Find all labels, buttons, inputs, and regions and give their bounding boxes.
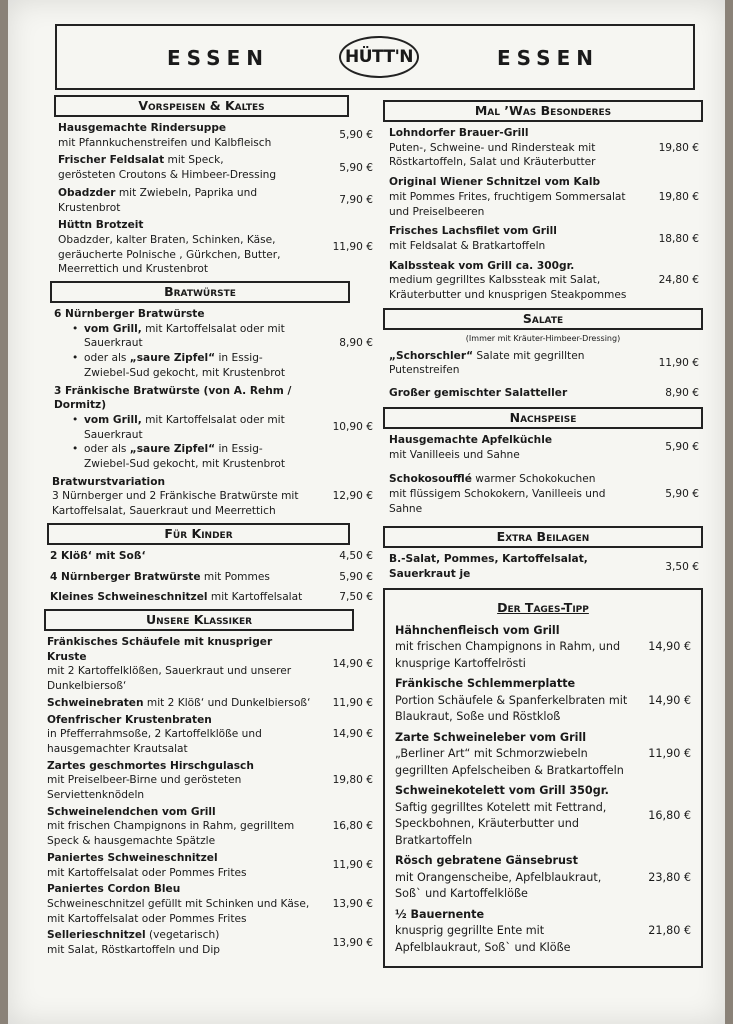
price: 5,90 €: [339, 129, 373, 142]
item-description: „Berliner Art“ mit Schmorzwiebeln gegrillten Apfelscheiben & Bratkartoffeln: [395, 747, 624, 777]
menu-item: [383, 259, 703, 303]
section-salate: Salate: [383, 308, 703, 330]
price: 11,90 €: [332, 859, 373, 872]
item-name: Schweinelendchen vom Grill: [47, 805, 216, 818]
price: 5,90 €: [665, 441, 699, 454]
price: 7,90 €: [339, 194, 373, 207]
menu-item: [44, 713, 377, 757]
item-description: mit 2 Kartoffelklößen, Sauerkraut und unserer Dunkelbiersoß‘: [47, 665, 292, 693]
menu-item: [44, 851, 377, 880]
menu-item: 2 Klöß‘ mit Soß‘ 4,50 €: [44, 549, 377, 564]
item-name-rest: warmer Schokokuchen: [471, 473, 596, 486]
price: 16,80 €: [648, 809, 691, 823]
menu-item: [391, 783, 695, 849]
menu-item: [383, 224, 703, 253]
item-name: Frisches Lachsfilet vom Grill: [389, 225, 557, 238]
price: 14,90 €: [648, 693, 691, 707]
price: 10,90 €: [332, 421, 373, 434]
item-name: Fränkisches Schäufele mit knuspriger Kruste: [47, 635, 273, 663]
menu-item: „Schorschler“ Salate mit gegrillten Putenstreifen 11,90 €: [383, 349, 703, 378]
price: 23,80 €: [648, 870, 691, 884]
price: 8,90 €: [339, 337, 373, 350]
item-name: Fränkische Schlemmerplatte: [395, 677, 576, 691]
price: 16,80 €: [332, 820, 373, 833]
menu-item: [391, 623, 695, 673]
item-description: knusprig gegrillte Ente mit Apfelblaukraut, Soß` und Klöße: [395, 924, 571, 954]
section-klassiker: Unsere Klassiker: [44, 609, 354, 631]
menu-item: 3 Fränkische Bratwürste (von A. Rehm / Dormitz) • vom Grill, mit Kartoffelsalat oder mit Sauerkraut • oder als „saure Zipfel“ in Essig-Zwiebel-Sud gekocht, mit Krustenbrot 10,90 €: [44, 384, 377, 472]
item-description: mit frischen Champignons in Rahm, gegrilltem Speck & hausgemachte Spätzle: [47, 820, 295, 848]
item-name: Hausgemachte Apfelküchle: [389, 433, 553, 446]
menu-item: 4 Nürnberger Bratwürste mit Pommes 5,90 €: [44, 570, 377, 585]
menu-item: B.-Salat, Pommes, Kartoffelsalat, Sauerkraut je 3,50 €: [383, 552, 703, 581]
menu-item: [383, 433, 703, 462]
price: 12,90 €: [332, 490, 373, 503]
price: 4,50 €: [339, 549, 373, 562]
item-description: mit Kartoffelsalat oder Pommes Frites: [47, 866, 247, 879]
tagestipp-box: [383, 588, 703, 969]
section-nachspeise: Nachspeise: [383, 407, 703, 429]
price: 11,90 €: [648, 747, 691, 761]
menu-item: Großer gemischter Salatteller 8,90 €: [383, 386, 703, 401]
menu-header: [55, 24, 695, 90]
price: 19,80 €: [332, 774, 373, 787]
header-right-title: ESSEN: [497, 46, 599, 70]
menu-item: Bratwurstvariation 3 Nürnberger und 2 Fränkische Bratwürste mit Kartoffelsalat, Sauerkraut und Meerrettich 12,90 €: [44, 475, 377, 519]
item-name-rest: (vegetarisch): [145, 929, 220, 942]
price: 24,80 €: [658, 274, 699, 287]
price: 11,90 €: [332, 696, 373, 709]
menu-item: 6 Nürnberger Bratwürste • vom Grill, mit Kartoffelsalat oder mit Sauerkraut • oder als „saure Zipfel“ in Essig-Zwiebel-Sud gekocht, mit Krustenbrot 8,90 €: [44, 307, 377, 381]
klassiker-list: [44, 635, 377, 958]
item-name: ½ Bauernente: [395, 907, 485, 921]
menu-item: [44, 882, 377, 926]
item-name: Zarte Schweineleber vom Grill: [395, 730, 587, 744]
item-name: Lohndorfer Brauer-Grill: [389, 127, 529, 139]
nachspeise-list: [383, 433, 703, 517]
menu-item: [44, 759, 377, 803]
price: 14,90 €: [332, 658, 373, 671]
right-column: [383, 96, 703, 968]
left-column: [44, 91, 377, 960]
price: 14,90 €: [648, 640, 691, 654]
tagestipp-title: Der Tages-Tipp: [497, 599, 589, 615]
price: 19,80 €: [658, 190, 699, 203]
menu-item: [391, 853, 695, 903]
besonderes-list: [383, 126, 703, 303]
section-kinder: Für Kinder: [47, 523, 350, 545]
item-name: Schokosoufflé: [389, 473, 472, 486]
item-name: Rösch gebratene Gänsebrust: [395, 854, 578, 868]
section-beilagen: Extra Beilagen: [383, 526, 703, 548]
item-name: Hähnchenfleisch vom Grill: [395, 623, 560, 637]
menu-sheet: [8, 0, 725, 1024]
price: 8,90 €: [665, 387, 699, 400]
item-name: Sellerieschnitzel: [47, 929, 146, 942]
price: 5,90 €: [665, 487, 699, 500]
section-bratwuerste: Bratwürste: [50, 281, 350, 303]
item-description: mit Orangenscheibe, Apfelblaukraut, Soß` und Kartoffelklöße: [395, 870, 602, 901]
item-description: Portion Schäufele & Spanferkelbraten mit Blaukraut, Soße und Röstkloß: [395, 693, 628, 724]
item-name: Kalbssteak vom Grill ca. 300gr.: [389, 259, 575, 272]
item-description: mit Preiselbeer-Birne und gerösteten Serviettenknödeln: [47, 774, 242, 802]
price: 13,90 €: [332, 897, 373, 910]
menu-item: Kleines Schweineschnitzel mit Kartoffelsalat 7,50 €: [44, 590, 377, 605]
item-description: mit flüssigem Schokokern, Vanilleeis und Sahne: [389, 487, 606, 515]
menu-item: Obadzder mit Zwiebeln, Paprika und Krustenbrot 7,90 €: [44, 186, 377, 215]
item-name: Schweinebraten: [47, 696, 144, 709]
price: 3,50 €: [665, 560, 699, 573]
item-name-rest: mit 2 Klöß‘ und Dunkelbiersoß‘: [143, 696, 311, 709]
menu-item: [44, 635, 377, 694]
menu-item: [391, 907, 695, 957]
item-description: Saftig gegrilltes Kotelett mit Fettrand, Speckbohnen, Kräuterbutter und Bratkartoffeln: [395, 800, 607, 847]
tagestipp-list: [391, 623, 695, 957]
huttn-logo: HÜTT'N: [339, 36, 419, 78]
menu-item: [44, 696, 377, 711]
menu-item: [44, 805, 377, 849]
menu-item: Hausgemachte Rindersuppe mit Pfannkuchenstreifen und Kalbfleisch 5,90 €: [44, 121, 377, 150]
price: 21,80 €: [648, 924, 691, 938]
price: 18,80 €: [658, 232, 699, 245]
item-description: mit Vanilleeis und Sahne: [389, 448, 520, 461]
item-description: mit frischen Champignons in Rahm, und knusprige Kartoffelrösti: [395, 640, 621, 670]
header-left-title: ESSEN: [167, 46, 269, 70]
price: 5,90 €: [339, 161, 373, 174]
item-name: Paniertes Schweineschnitzel: [47, 851, 218, 864]
menu-item: [383, 126, 703, 170]
item-name: Original Wiener Schnitzel vom Kalb: [389, 176, 601, 189]
price: 7,50 €: [339, 591, 373, 604]
section-vorspeisen: Vorspeisen & Kaltes: [54, 95, 349, 117]
item-name: Zartes geschmortes Hirschgulasch: [47, 759, 254, 772]
item-description: medium gegrilltes Kalbssteak mit Salat, Kräuterbutter und knusprigen Steakpommes: [389, 274, 627, 302]
price: 13,90 €: [332, 936, 373, 949]
menu-item: [44, 928, 377, 957]
price: 14,90 €: [332, 728, 373, 741]
price: 19,80 €: [658, 141, 699, 154]
menu-item: [383, 472, 703, 516]
item-name: Paniertes Cordon Bleu: [47, 883, 181, 896]
salate-note: (Immer mit Kräuter-Himbeer-Dressing): [465, 333, 621, 343]
item-description: Schweineschnitzel gefüllt mit Schinken und Käse, mit Kartoffelsalat oder Pommes Frites: [47, 897, 310, 925]
price: 11,90 €: [332, 241, 373, 254]
item-description: mit Pommes Frites, fruchtigem Sommersalat und Preiselbeeren: [389, 190, 626, 218]
menu-item: [391, 730, 695, 780]
item-description: in Pfefferrahmsoße, 2 Kartoffelklöße und hausgemachter Krautsalat: [47, 728, 262, 755]
item-name: Ofenfrischer Krustenbraten: [47, 713, 212, 726]
menu-item: Frischer Feldsalat mit Speck, gerösteten Croutons & Himbeer-Dressing 5,90 €: [44, 153, 377, 182]
menu-item: Hüttn Brotzeit Obadzder, kalter Braten, Schinken, Käse, geräucherte Polnische , Gürkchen, Butter, Meerrettich und Krustenbrot 11,90 €: [44, 218, 377, 277]
menu-item: [383, 175, 703, 219]
item-description: mit Feldsalat & Bratkartoffeln: [389, 239, 546, 252]
section-besonderes: Mal ’Was Besonderes: [383, 100, 703, 122]
price: 11,90 €: [658, 357, 699, 370]
menu-item: [391, 676, 695, 726]
item-description: Puten-, Schweine- und Rindersteak mit Röstkartoffeln, Salat und Kräuterbutter: [389, 141, 596, 169]
item-description: mit Salat, Röstkartoffeln und Dip: [47, 944, 220, 957]
item-name: Schweinekotelett vom Grill 350gr.: [395, 784, 609, 798]
price: 5,90 €: [339, 570, 373, 583]
